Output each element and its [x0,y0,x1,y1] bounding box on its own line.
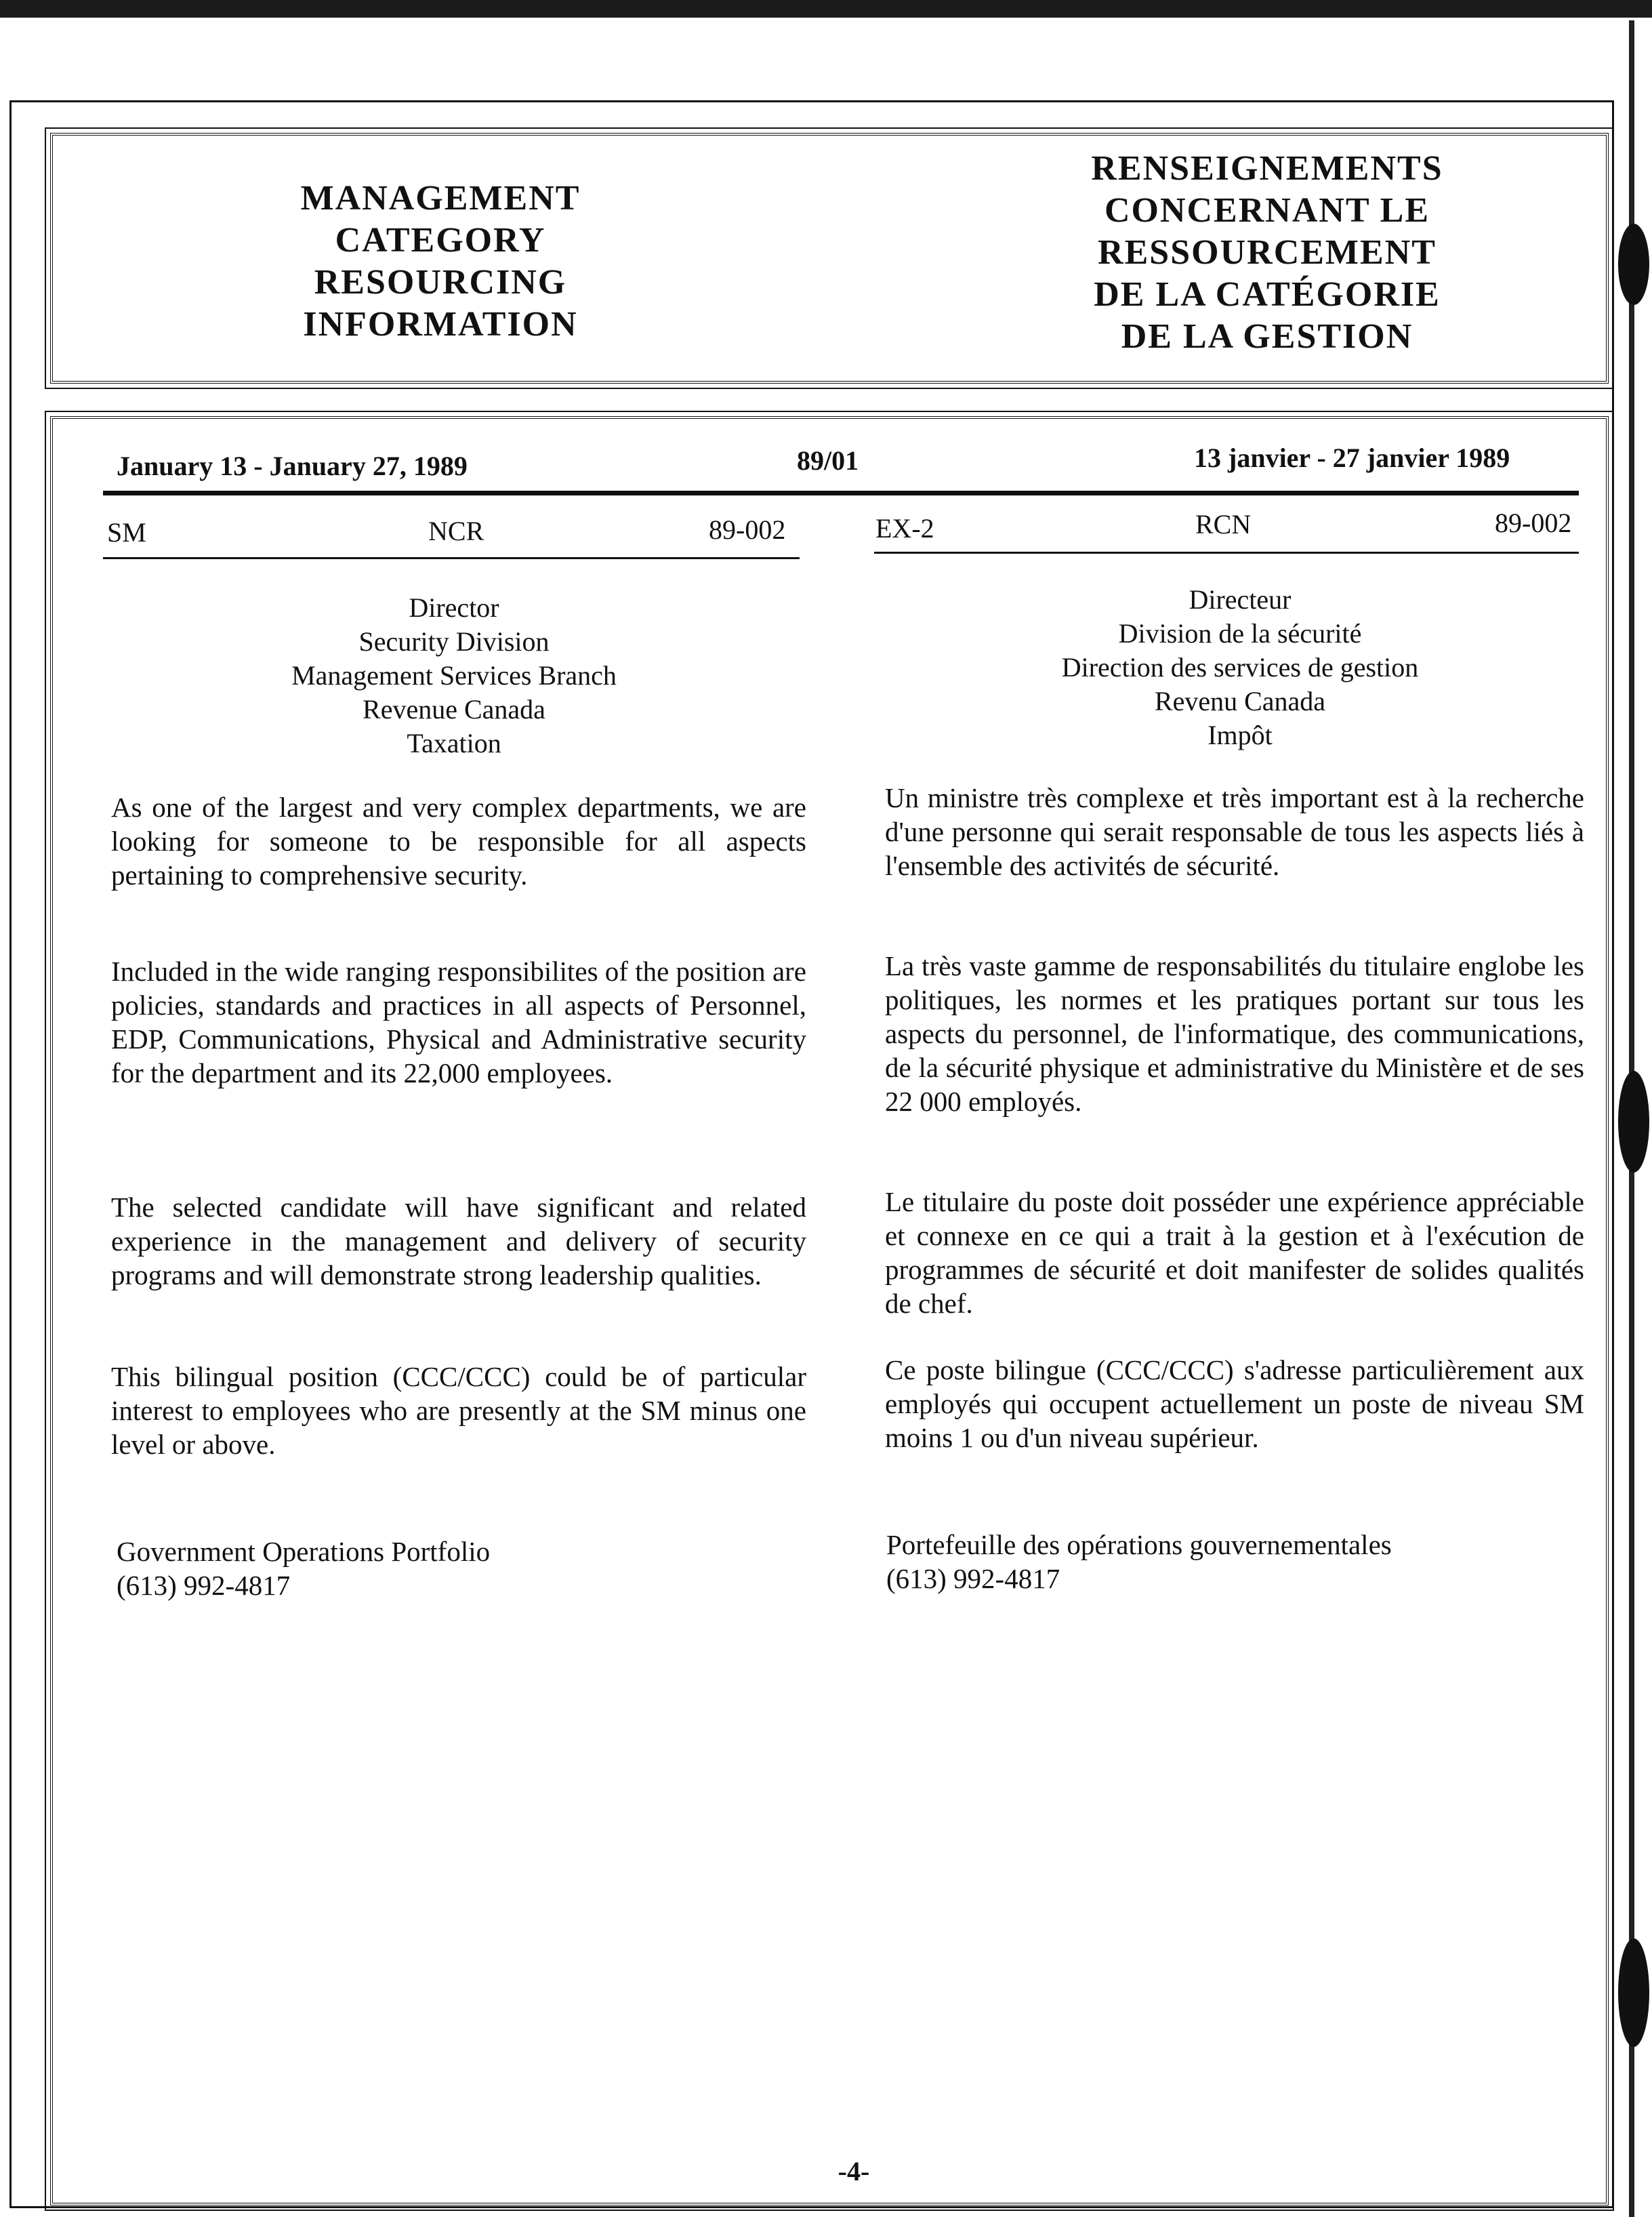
level-en: SM [107,517,146,548]
header-title-en: MANAGEMENT CATEGORY RESOURCING INFORMATION [300,179,581,344]
issue-number: 89/01 [797,445,859,476]
position-title-fr: Directeur Division de la sécurité Direction des services de gestion Revenu Canada Impôt [1061,584,1419,750]
paragraph-fr-2: La très vaste gamme de responsabilités du titulaire englobe les politiques, les normes et les pratiques portant sur tous les aspects du personnel, de l'informatique, des communications, de la sécurité physique et administrative du Ministère et de ses 22 000 employés. [885,950,1584,1117]
header-title-fr: RENSEIGNEMENTS CONCERNANT LE RESSOURCEMENT DE LA CATÉGORIE DE LA GESTION [1091,149,1443,356]
region-en: NCR [428,516,484,546]
contact-name-en: Government Operations Portfolio [117,1536,491,1567]
contact-en [117,1534,490,1602]
code-rule-en [103,557,800,559]
paragraph-en-3: The selected candidate will have significant and related experience in the management and delivery of security programs and will demonstrate strong leadership qualities. [111,1192,806,1290]
competition-number-fr: 89-002 [1495,508,1572,538]
code-rule-fr [874,552,1579,554]
contact-name-fr: Portefeuille des opérations gouvernementales [886,1529,1392,1560]
level-fr: EX-2 [875,513,934,544]
scan-top-border [0,0,1652,18]
paragraph-fr-3: Le titulaire du poste doit posséder une expérience appréciable et connexe en ce qui a trait à la gestion et à l'exécution de programmes de sécurité et doit manifester de solides qualités de chef. [885,1186,1584,1319]
paragraph-en-2: Included in the wide ranging responsibilites of the position are policies, standards and practices in all aspects of Personnel, EDP, Communications, Physical and Administrative security for the department and its 22,000 employees. [111,956,806,1089]
region-fr: RCN [1195,509,1252,540]
binder-ring-top [1618,224,1649,305]
position-title-en: Director Security Division Management Services Branch Revenue Canada Taxation [291,592,617,758]
competition-number-en: 89-002 [709,514,786,545]
date-range-en: January 13 - January 27, 1989 [117,451,468,481]
page-number: -4- [838,2156,870,2187]
paragraph-en-1: As one of the largest and very complex departments, we are looking for someone to be responsible for all aspects pertaining to comprehensive security. [111,792,806,891]
paragraph-fr-1: Un ministre très complexe et très important est à la recherche d'une personne qui serait responsable de tous les aspects liés à l'ensemble des activités de sécurité. [885,782,1584,881]
meta-rule [103,491,1579,495]
contact-fr [886,1528,1392,1595]
paragraph-fr-4: Ce poste bilingue (CCC/CCC) s'adresse particulièrement aux employés qui occupent actuellement un poste de niveau SM moins 1 ou d'un niveau supérieur. [885,1354,1584,1453]
date-range-fr: 13 janvier - 27 janvier 1989 [1194,443,1510,473]
contact-phone-en: (613) 992-4817 [117,1570,291,1601]
paragraph-en-4: This bilingual position (CCC/CCC) could be of particular interest to employees who are presently at the SM minus one level or above. [111,1361,806,1460]
binder-ring-middle [1618,1071,1649,1173]
binder-ring-bottom [1618,1938,1649,2047]
contact-phone-fr: (613) 992-4817 [886,1563,1060,1594]
